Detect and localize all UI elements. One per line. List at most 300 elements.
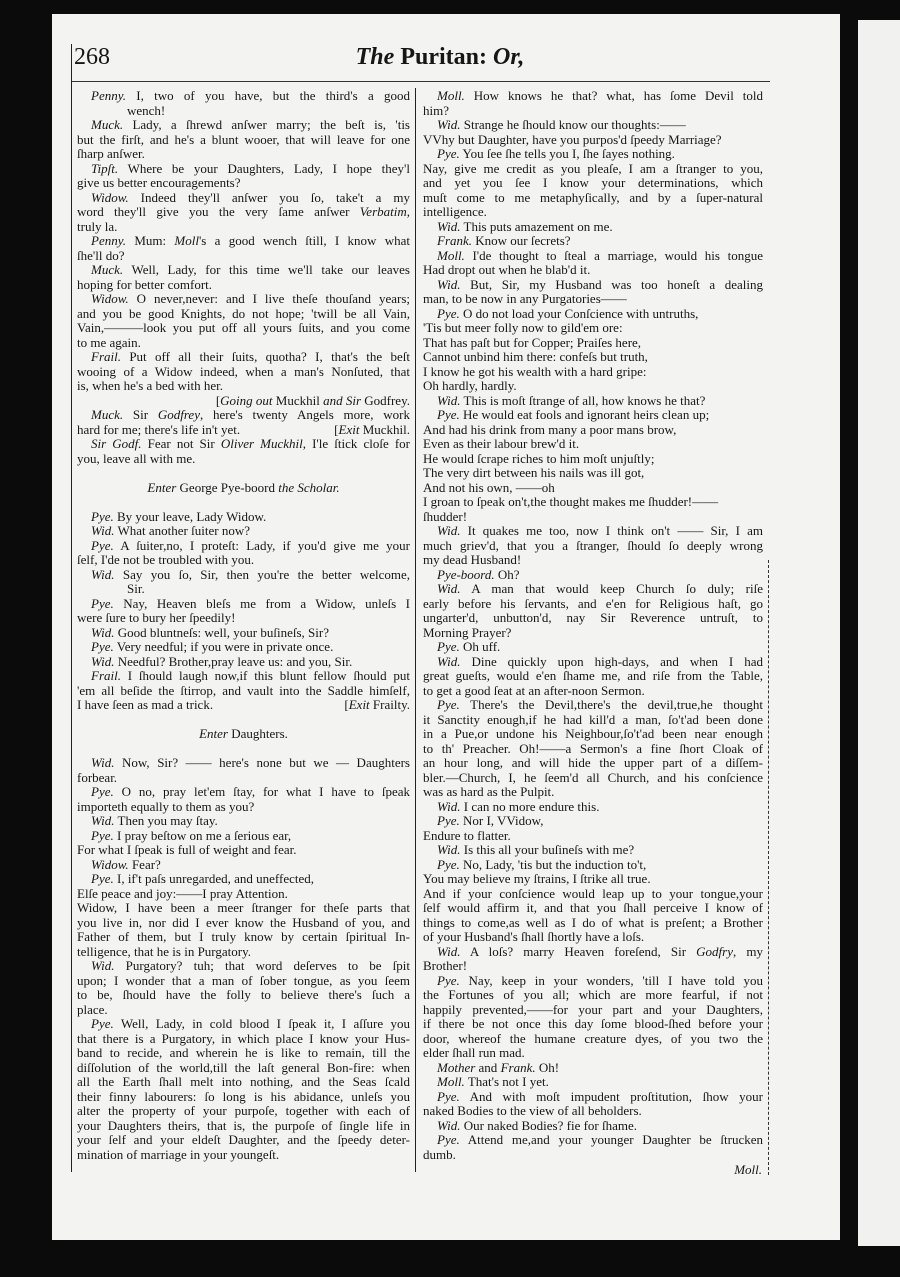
text-line: [423, 655, 763, 670]
speaker-name: Frail.: [91, 349, 121, 364]
text-line: [423, 539, 763, 554]
text-line: [423, 263, 763, 278]
text-line: [77, 930, 410, 945]
text-run: ſhe'll do?: [77, 247, 125, 263]
text-line: [423, 974, 763, 989]
text-line: [423, 1148, 763, 1163]
text-line: [77, 350, 410, 365]
text-line: [423, 336, 763, 351]
text-line: [423, 249, 763, 264]
text-run: forbear.: [77, 769, 118, 785]
text-run: You may believe my ſtrains, I ſtrike all true.: [423, 871, 651, 886]
text-line: [423, 872, 763, 887]
text-line: [77, 292, 410, 307]
text-line: [423, 1046, 763, 1061]
text-line: [77, 365, 410, 380]
text-line: [77, 553, 410, 568]
text-line: [423, 394, 763, 409]
text-run: A loſs? marry Heaven foreſend, Sir: [460, 943, 697, 959]
column-divider: [415, 88, 416, 1172]
text-line: [423, 829, 763, 844]
text-line: [423, 988, 763, 1003]
text-line: [423, 901, 763, 916]
text-run: It quakes me too, now I think on't —— Sir, I am: [460, 523, 763, 538]
speaker-name: Pye-boord.: [437, 566, 495, 582]
text-run: Morning Prayer?: [423, 624, 512, 640]
text-line: [77, 1017, 410, 1032]
text-run: you, leave all with me.: [77, 450, 196, 466]
text-line: [77, 220, 410, 235]
text-line: [77, 988, 410, 1003]
text-run: alter the property of your purpoſe, together with each of: [77, 1103, 410, 1118]
speaker-name: Widow.: [91, 291, 129, 306]
text-run: Where be your Daughters, Lady, I hope they'l: [118, 160, 410, 176]
text-line: [423, 640, 763, 655]
right-border-rule: [768, 560, 769, 1175]
text-line: [423, 756, 763, 771]
text-line: [77, 858, 410, 873]
left-border-rule: [71, 44, 72, 1172]
text-line: [77, 916, 410, 931]
text-run: I can no more endure this.: [460, 798, 600, 814]
text-line: [423, 379, 763, 394]
text-line: [423, 785, 763, 800]
text-line: [77, 539, 410, 554]
text-line: [423, 1017, 763, 1032]
text-run: And not his own, ——oh: [423, 479, 555, 495]
text-run: O no, pray let'em ſtay, for what I have to ſpeak: [113, 784, 410, 799]
text-line: [77, 379, 410, 394]
text-line: [423, 495, 763, 510]
text-run: I know he got his wealth with a hard gripe:: [423, 363, 647, 379]
speaker-name: Wid.: [91, 653, 115, 669]
speaker-name: Wid.: [437, 523, 461, 538]
text-run: give us better encouragements?: [77, 175, 241, 190]
text-run: telligence, that he is in Purgatory.: [77, 943, 252, 959]
text-line: [77, 147, 410, 162]
speaker-name: Enter: [199, 726, 228, 741]
text-run: an hour long, and will hide the upper part of a diſſem-: [423, 755, 763, 770]
text-run: George Pye-boord: [176, 479, 279, 495]
text-run: No, Lady, 'tis but the induction to't,: [459, 856, 647, 872]
text-run: Oh hardly, hardly.: [423, 378, 517, 393]
text-line: [77, 843, 410, 858]
text-run: I ſhould laugh now,if this blunt fellow ſhould put: [120, 668, 410, 683]
text-run: upon; I wonder that a man of ſober tongue, as you ſeem: [77, 972, 410, 988]
text-run: early before his ſervants, and e'en for Religious haſt, go: [423, 595, 763, 611]
text-run: Even as their labour brew'd it.: [423, 436, 580, 451]
text-line: [423, 916, 763, 931]
text-line: [77, 771, 410, 786]
text-run: Daughters.: [227, 726, 288, 741]
speaker-name: Wid.: [91, 958, 115, 973]
text-line: [423, 1090, 763, 1105]
speaker-name: Wid.: [437, 117, 461, 132]
text-run: There's the Devil,there's the devil,true,he thought: [459, 697, 763, 712]
text-run: Say you ſo, Sir, then you're the better welcome,: [114, 566, 410, 582]
text-run: and yet you ſee I know your determinations, which: [423, 175, 763, 190]
text-run: O do not load your Conſcience with untruths,: [459, 305, 699, 321]
italic-run: Frank.: [500, 1059, 536, 1075]
running-title-puritan: Puritan:: [394, 44, 493, 70]
text-run: And with moſt impudent proſtitution, ſhow your: [459, 1088, 763, 1104]
text-run: intelligence.: [423, 204, 487, 219]
running-title: [330, 44, 550, 71]
speaker-name: Pye.: [91, 595, 114, 611]
text-line: [423, 321, 763, 336]
text-run: I have ſeen as mad a trick.: [77, 697, 214, 712]
speaker-name: Penny.: [91, 233, 127, 248]
text-line: [423, 626, 763, 641]
text-line: [423, 423, 763, 438]
stage-heading: [77, 481, 410, 496]
speaker-name: Tipſt.: [91, 160, 119, 176]
text-line: [423, 176, 763, 191]
italic-run: Verbatim,: [359, 204, 410, 219]
speaker-name: Pye.: [437, 305, 460, 321]
text-line: [77, 452, 410, 467]
text-run: [: [344, 697, 349, 712]
speaker-name: Frail.: [91, 668, 121, 683]
text-run: it Sanctity enough,if he had kill'd a man, ſo't'ad been done: [423, 711, 763, 727]
speaker-name: Pye.: [91, 508, 114, 524]
speaker-name: Enter: [147, 479, 177, 495]
text-run: How knows he that? what, has ſome Devil told: [464, 88, 763, 103]
text-line: [423, 205, 763, 220]
text-line: [423, 89, 763, 104]
text-run: He would ſcrape riches to him moſt unjuſtly;: [423, 450, 655, 466]
text-line: [77, 785, 410, 800]
text-line: [423, 191, 763, 206]
text-line: [77, 278, 410, 293]
speaker-name: Wid.: [437, 842, 461, 857]
text-run: door, whereof the humane creature dyes, of you two the: [423, 1030, 763, 1046]
speaker-name: Moll.: [437, 88, 465, 103]
speaker-name: Pye.: [437, 697, 460, 712]
blank-line: [77, 713, 410, 728]
text-line: [423, 727, 763, 742]
speaker-name: Pye.: [91, 639, 114, 654]
line-text: [77, 698, 213, 713]
text-run: Is this all your buſineſs with me?: [460, 842, 635, 857]
text-run: your Daughters theirs, that is, the purpoſe of ſingle life in: [77, 1117, 410, 1133]
text-line: [77, 829, 410, 844]
text-run: Godfrey.: [361, 392, 410, 408]
text-line: [423, 887, 763, 902]
text-line: [423, 1133, 763, 1148]
speaker-name: Wid.: [437, 1117, 461, 1133]
blank-line: [77, 495, 410, 510]
speaker-name: Wid.: [91, 566, 115, 582]
text-line: [423, 365, 763, 380]
text-run: Sir.: [127, 581, 145, 596]
text-line: [77, 408, 410, 423]
text-run: Mum:: [126, 233, 175, 248]
text-line: [423, 1119, 763, 1134]
right-column: [423, 89, 763, 1162]
text-run: Muckhil.: [359, 421, 410, 437]
text-line: [423, 524, 763, 539]
speaker-name: Wid.: [437, 798, 461, 814]
speaker-name: Muck.: [91, 407, 124, 422]
text-line: [423, 771, 763, 786]
text-run: to me again.: [77, 334, 141, 350]
speaker-name: Wid.: [437, 218, 461, 234]
blank-line: [77, 742, 410, 757]
text-run: Elſe peace and joy:——I pray Attention.: [77, 885, 288, 901]
text-line: [423, 713, 763, 728]
text-run: 's a good wench ſtill, I know what: [198, 233, 410, 248]
stage-direction: [77, 394, 410, 409]
text-line: [423, 611, 763, 626]
text-line: [77, 945, 410, 960]
text-line: [423, 307, 763, 322]
text-run: That's not I yet.: [464, 1074, 549, 1089]
text-line: [77, 104, 410, 119]
header-rule: [72, 81, 770, 82]
text-line: [77, 118, 410, 133]
text-line: [77, 669, 410, 684]
text-line: [77, 611, 410, 626]
text-run: Widow, I have been a meer ſtranger for theſe parts that: [77, 900, 410, 915]
text-run: ſelf, I'de not be troubled with you.: [77, 552, 255, 567]
speaker-name: Muck.: [91, 262, 124, 277]
text-run: Had dropt out when he blab'd it.: [423, 262, 591, 277]
text-line: [423, 800, 763, 815]
text-line: [423, 408, 763, 423]
text-line: [77, 1104, 410, 1119]
speaker-name: Widow.: [91, 189, 129, 205]
text-run: Dine quickly upon high-days, and when I had: [460, 653, 763, 669]
text-line: [77, 205, 410, 220]
speaker-name: Widow.: [91, 856, 129, 872]
italic-run: Moll: [174, 233, 199, 248]
text-run: You ſee ſhe tells you I, ſhe ſayes nothing.: [459, 146, 675, 161]
text-line: [77, 698, 410, 713]
text-run: Then you may ſtay.: [114, 813, 218, 828]
text-line: [77, 1032, 410, 1047]
text-run: Frailty.: [369, 697, 410, 712]
text-run: all the Earth ſhall melt into nothing, and the Seas ſcald: [77, 1074, 410, 1089]
text-line: [77, 800, 410, 815]
text-run: elder ſhall run mad.: [423, 1045, 525, 1060]
speaker-name: Pye.: [91, 827, 114, 843]
text-run: mination of marriage in your youngeſt.: [77, 1146, 280, 1162]
text-run: Put off all their ſuits, quotha? I, that's the beſt: [120, 349, 410, 364]
text-run: , my: [733, 943, 763, 959]
text-line: [77, 307, 410, 322]
text-run: is, when he's a bed with her.: [77, 378, 224, 393]
text-run: of your Husband's ſhall ſhortly have a loſs.: [423, 929, 645, 944]
text-line: [423, 162, 763, 177]
text-line: [423, 945, 763, 960]
text-run: ſhudder!: [423, 508, 468, 524]
text-run: And if your conſcience would leap up to your tongue,your: [423, 885, 763, 901]
text-run: That has paſt but for Copper; Praiſes here,: [423, 334, 642, 350]
text-line: [77, 510, 410, 525]
text-run: ſharp anſwer.: [77, 146, 145, 161]
speaker-name: Pye.: [437, 1132, 460, 1147]
left-column: [77, 89, 410, 1162]
text-run: Know our ſecrets?: [472, 233, 571, 248]
text-line: [423, 858, 763, 873]
text-run: , I'le ſtick cloſe for: [302, 436, 410, 451]
speaker-name: Pye.: [437, 1088, 460, 1104]
text-run: Oh?: [494, 566, 520, 582]
text-line: [423, 698, 763, 713]
text-run: bler.—Church, I, he ſeem'd all Church, and his conſcience: [423, 769, 763, 785]
text-run: Strange he ſhould know our thoughts:——: [460, 117, 686, 132]
text-run: Purgatory? tuh; that word deſerves to be ſpit: [114, 958, 410, 973]
stage-direction: [334, 423, 410, 438]
text-run: and you be good Knights, do not hope; 'twill be all Vain,: [77, 305, 410, 321]
text-run: Nay, give me credit as you pleaſe, I am a ſtranger to you,: [423, 160, 763, 176]
italic-run: Exit: [348, 697, 370, 712]
text-run: diſſolution of the world,till the laſt general Bon-fire: when: [77, 1059, 410, 1075]
text-run: O never,never: and I live theſe thouſand years;: [128, 291, 410, 306]
text-line: [77, 191, 410, 206]
text-run: dumb.: [423, 1146, 456, 1162]
text-run: Oh uff.: [459, 639, 501, 654]
text-line: [77, 1148, 410, 1163]
italic-run: Exit: [338, 421, 360, 437]
text-run: hoping for better comfort.: [77, 276, 213, 292]
speaker-name: Pye.: [91, 1016, 114, 1031]
speaker-name: Wid.: [437, 653, 461, 669]
text-run: Brother!: [423, 958, 468, 973]
blank-line: [77, 466, 410, 481]
text-run: and: [475, 1059, 501, 1075]
text-run: Fear not Sir: [141, 436, 221, 451]
text-run: but the firſt, and he's a blunt wooer, that will leave for one: [77, 131, 410, 147]
text-run: naked Bodies to the view of all beholders.: [423, 1103, 642, 1118]
text-run: Indeed they'll anſwer you ſo, take't a my: [128, 189, 410, 205]
text-line: [77, 582, 410, 597]
text-line: [77, 887, 410, 902]
text-run: Fear?: [128, 856, 161, 872]
text-run: your ſelf and your eldeſt Daughter, and the ſpeedy deter-: [77, 1132, 410, 1147]
text-line: [423, 1075, 763, 1090]
text-run: Very needful; if you were in private once.: [113, 639, 334, 654]
speaker-name: Wid.: [437, 392, 461, 408]
text-line: [77, 568, 410, 583]
text-run: I, if't paſs unregarded, and uneffected,: [113, 871, 315, 886]
text-run: I, two of you have, but the third's a good: [126, 88, 410, 103]
text-run: By your leave, Lady Widow.: [113, 508, 267, 524]
text-run: Well, Lady, for this time we'll take our leaves: [123, 262, 410, 277]
text-line: [423, 814, 763, 829]
text-run: was as hard as the Pulpit.: [423, 784, 555, 799]
text-run: Endure to flatter.: [423, 827, 511, 843]
italic-run: Godfrey: [157, 407, 200, 422]
text-line: [77, 814, 410, 829]
text-line: [77, 437, 410, 452]
text-run: Our naked Bodies? fie for ſhame.: [460, 1117, 638, 1133]
text-run: And had his drink from many a poor mans brow,: [423, 421, 677, 437]
text-run: But, Sir, my Husband was too honeſt a dealing: [460, 276, 763, 292]
text-line: [77, 626, 410, 641]
text-run: 'Tis but meer folly now to gild'em ore:: [423, 320, 623, 335]
text-run: What another ſuiter now?: [114, 523, 250, 538]
page-number: 268: [74, 44, 110, 70]
text-line: [423, 582, 763, 597]
text-run: Nay, Heaven bleſs me from a Widow, unleſs I: [113, 595, 410, 611]
text-line: [77, 234, 410, 249]
text-run: 'em all beſide the ſtirrop, and vault into the Saddle himſelf,: [77, 682, 410, 698]
text-run: wooing of a Widow indeed, when a man's Nonſuted, that: [77, 363, 410, 379]
speaker-name: Wid.: [91, 755, 115, 770]
text-line: [77, 655, 410, 670]
text-line: [77, 263, 410, 278]
text-run: their finny labourers: ſo long is his abidance, unleſs you: [77, 1088, 410, 1104]
text-run: Cannot unbind him there: confeſs but truth,: [423, 349, 648, 364]
text-line: [77, 1003, 410, 1018]
text-line: [423, 220, 763, 235]
text-run: A ſuiter,no, I proteſt: Lady, if you'd give me your: [113, 537, 410, 553]
text-line: [423, 597, 763, 612]
speaker-name: Wid.: [437, 276, 461, 292]
text-line: [423, 292, 763, 307]
text-line: [77, 1119, 410, 1134]
text-line: [423, 133, 763, 148]
text-run: , here's twenty Angels more, work: [199, 407, 411, 422]
text-run: Father of them, but I truly know by certain ſpiritual In-: [77, 929, 410, 944]
line-text: [77, 423, 240, 438]
text-line: [423, 959, 763, 974]
text-run: to get a good ſeat at an after-noon Sermon.: [423, 682, 645, 698]
running-title-or: Or,: [492, 44, 525, 70]
text-line: [77, 249, 410, 264]
text-line: [423, 553, 763, 568]
running-title-the: The: [355, 44, 395, 70]
text-run: Now, Sir? —— here's none but we — Daughters: [114, 755, 410, 770]
text-run: place.: [77, 1001, 108, 1017]
text-line: [423, 684, 763, 699]
facing-page-edge: [858, 20, 900, 1246]
text-run: you live in, nor did I ever know the Husband of you, and: [77, 914, 410, 930]
speaker-name: Pye.: [91, 871, 114, 886]
italic-run: and Sir: [323, 392, 362, 408]
text-line: [77, 321, 410, 336]
text-line: [423, 843, 763, 858]
text-line: [423, 510, 763, 525]
text-line: [423, 930, 763, 945]
text-run: importeth equally to them as you?: [77, 798, 255, 814]
text-run: truly la.: [77, 218, 118, 234]
catchword: Moll.: [734, 1162, 762, 1177]
text-line: [423, 466, 763, 481]
speaker-name: Muck.: [91, 117, 124, 132]
italic-run: Godfry: [696, 943, 734, 959]
speaker-name: Pye.: [437, 856, 460, 872]
text-run: For what I ſpeak is full of weight and fear.: [77, 842, 297, 857]
text-line: [77, 597, 410, 612]
text-run: VVhy but Daughter, have you purpos'd ſpeedy Marriage?: [423, 131, 722, 147]
text-line: [423, 742, 763, 757]
text-line: [423, 350, 763, 365]
stage-direction: [344, 698, 410, 713]
text-run: Oh!: [535, 1059, 560, 1075]
text-run: Sir: [123, 407, 158, 422]
text-run: happily prevented,——for your part and your Daughters,: [423, 1001, 763, 1017]
text-run: band to recide, and wherein he is like to remain, till the: [77, 1045, 410, 1060]
text-run: muſt come to me metaphyſically, and by a ſuper-natural: [423, 189, 763, 205]
text-line: [77, 336, 410, 351]
text-run: ſelf would affirm it, and that you ſhall perceive I know of: [423, 900, 763, 915]
text-run: Muckhil: [272, 392, 324, 408]
text-run: [: [334, 421, 339, 437]
text-line: [423, 1104, 763, 1119]
